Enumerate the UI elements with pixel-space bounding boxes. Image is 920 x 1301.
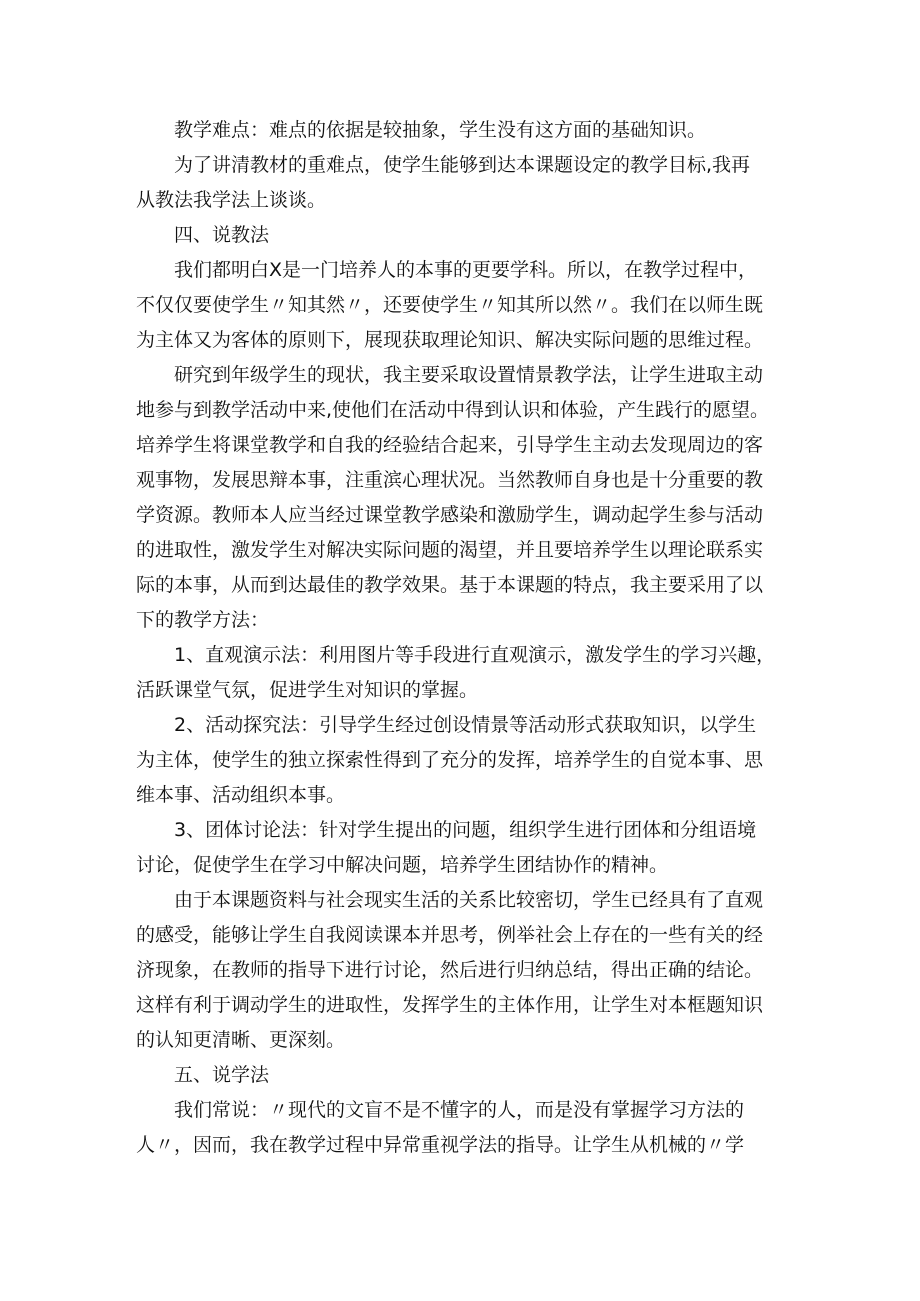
section-heading-learning-method: 五、说学法 (174, 1064, 270, 1086)
paragraph-method-intro: 我们都明白X是一门培养人的本事的更要学科。所以，在教学过程中， 不仅仅要使学生〃知其然〃，还要使学生〃知其所以然〃。我们在以师生既 为主体又为客体的原则下，展现获取理论知识、解决实际问题的思维过程。 (136, 259, 764, 351)
section-heading-teaching-method: 四、说教法 (174, 224, 270, 246)
document-body (136, 113, 806, 1163)
paragraph-method-detail: 研究到年级学生的现状，我主要采取设置情景教学法，让学生进取主动 地参与到教学活动中来,使他们在活动中得到认识和体验，产生践行的愿望。 培养学生将课堂教学和自我的经验结合起来，引导学生主动去发现周边的客 观事物，发展思辩本事，注重滨心理状况。当然教师自身也是十分重要的教 学资源。教师本人应当经过课堂教学感染和激励学生，调动起学生参与活动 的进取性，激发学生对解决实际问题的渴望，并且要培养学生以理论联系实 际的本事，从而到达最佳的教学效果。基于本课题的特点，我主要采用了以 下的教学方法： (136, 364, 770, 631)
list-item-discussion: 3、团体讨论法：针对学生提出的问题，组织学生进行团体和分组语境 讨论，促使学生在学习中解决问题，培养学生团结协作的精神。 (136, 819, 757, 876)
paragraph-teaching-difficulty: 教学难点：难点的依据是较抽象，学生没有这方面的基础知识。 (174, 119, 707, 141)
paragraph-learning-method: 我们常说：〃现代的文盲不是不懂字的人，而是没有掌握学习方法的 人〃，因而，我在教学过程中异常重视学法的指导。让学生从机械的〃学 (136, 1099, 745, 1156)
list-item-inquiry: 2、活动探究法：引导学生经过创设情景等活动形式获取知识，以学生 为主体，使学生的独立探索性得到了充分的发挥，培养学生的自觉本事、思 维本事、活动组织本事。 (136, 714, 764, 806)
list-item-demonstration: 1、直观演示法：利用图片等手段进行直观演示，激发学生的学习兴趣， 活跃课堂气氛，促进学生对知识的掌握。 (136, 644, 776, 701)
paragraph-transition: 为了讲清教材的重难点，使学生能够到达本课题设定的教学目标,我再 从教法我学法上谈谈。 (136, 154, 751, 211)
paragraph-reasoning: 由于本课题资料与社会现实生活的关系比较密切，学生已经具有了直观 的感受，能够让学生自我阅读课本并思考，例举社会上存在的一些有关的经 济现象，在教师的指导下进行讨论，然后进行归纳总结，得出正确的结论。 这样有利于调动学生的进取性，发挥学生的主体作用，让学生对本框题知识 的认知更清晰、更深刻。 (136, 889, 764, 1051)
